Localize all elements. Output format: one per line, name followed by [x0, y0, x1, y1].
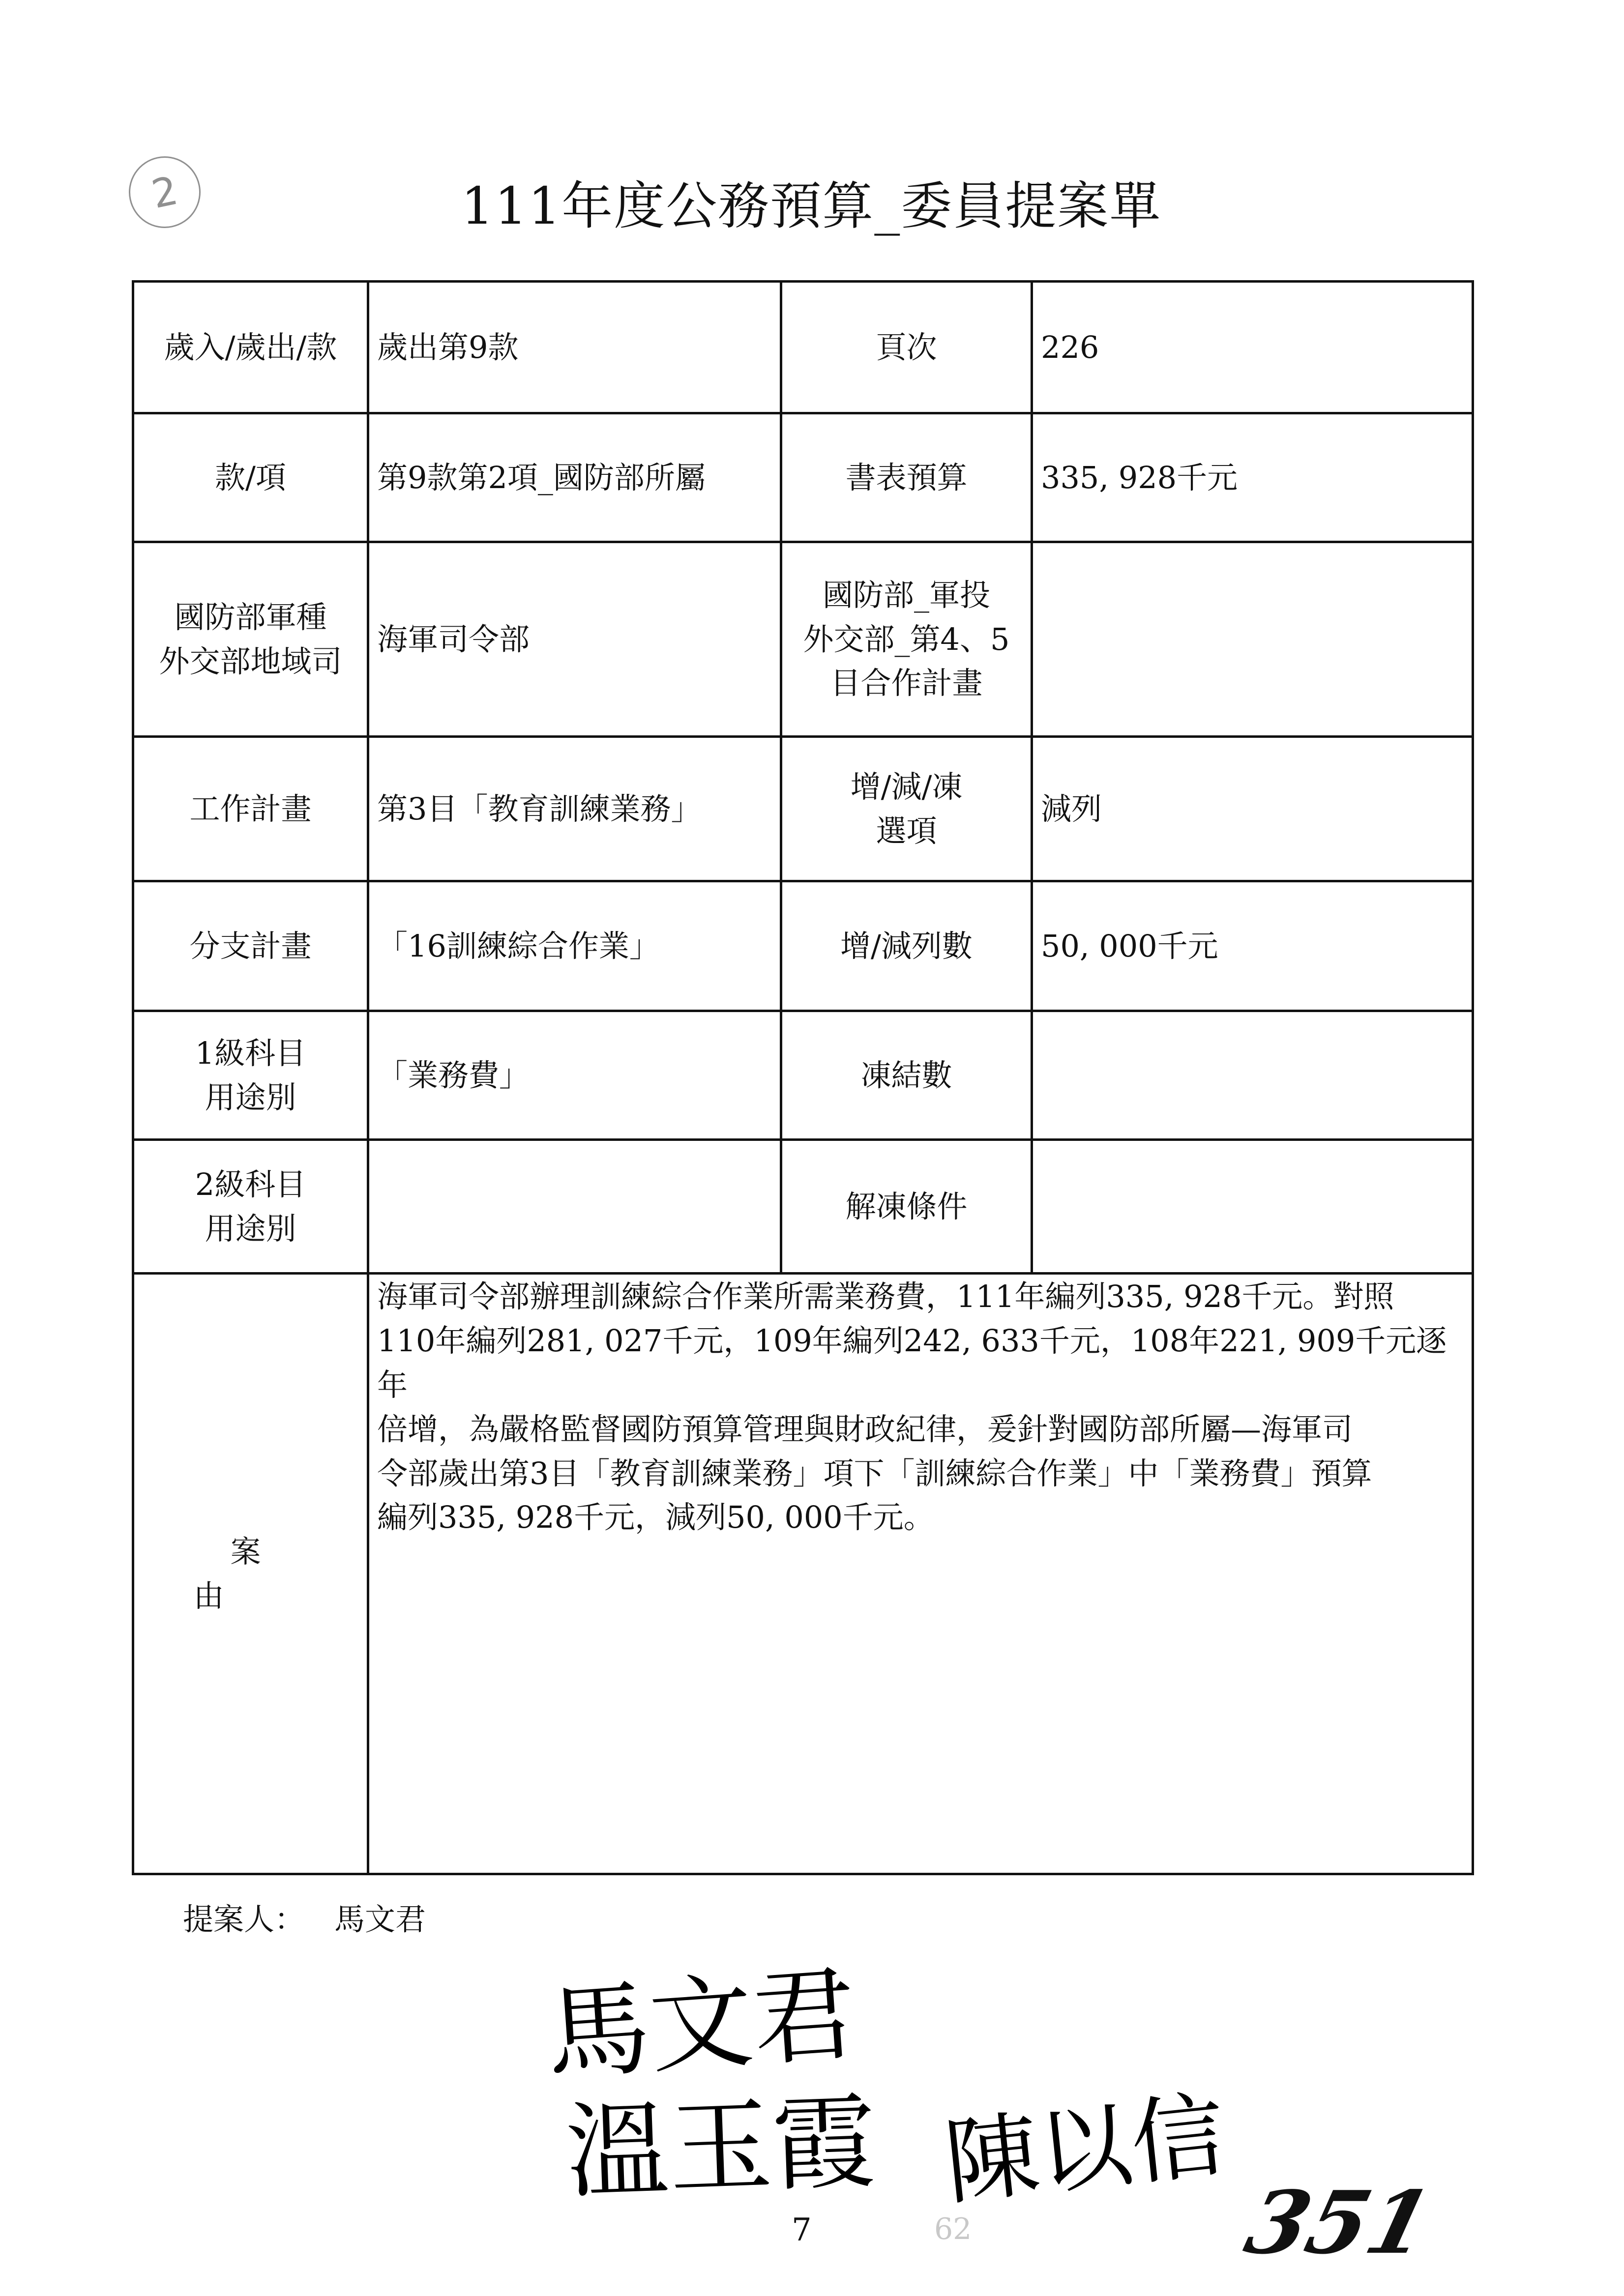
field-value: 歲出第9款 [368, 282, 781, 413]
field-label: 書表預算 [781, 413, 1032, 542]
proposer-label: 提案人： [183, 1901, 305, 1937]
field-value: 226 [1032, 282, 1473, 413]
form-row [133, 737, 1473, 881]
field-value: 335, 928千元 [1032, 413, 1473, 542]
form-row [133, 413, 1473, 542]
signature-1: 馬文君 [542, 1953, 860, 2095]
field-label: 款/項 [133, 413, 368, 542]
field-label: 2級科目 用途別 [133, 1140, 368, 1274]
signature-3: 陳以信 [940, 2080, 1230, 2218]
field-value [1032, 542, 1473, 737]
field-label: 分支計畫 [133, 881, 368, 1011]
field-value: 第3目「教育訓練業務」 [368, 737, 781, 881]
field-value [1032, 1140, 1473, 1274]
field-label: 1級科目 用途別 [133, 1011, 368, 1140]
form-row [133, 881, 1473, 1011]
form-row [133, 1140, 1473, 1274]
field-label: 增/減列數 [781, 881, 1032, 1011]
field-value: 50, 000千元 [1032, 881, 1473, 1011]
faint-page-mark: 62 [934, 2212, 972, 2246]
field-label: 凍結數 [781, 1011, 1032, 1140]
field-value: 第9款第2項_國防部所屬 [368, 413, 781, 542]
margin-number-mark: 2 [122, 149, 207, 234]
reason-label: 案由 [133, 1274, 368, 1874]
page-number: 7 [792, 2212, 812, 2248]
proposer-name: 馬文君 [334, 1901, 426, 1937]
page-title: 111年度公務預算_委員提案單 [461, 176, 1162, 236]
field-value: 減列 [1032, 737, 1473, 881]
field-value [368, 1140, 781, 1274]
signature-2: 溫玉霞 [563, 2082, 878, 2213]
field-label: 國防部_軍投 外交部_第4、5 目合作計畫 [781, 542, 1032, 737]
field-label: 歲入/歲出/款 [133, 282, 368, 413]
field-label: 工作計畫 [133, 737, 368, 881]
proposal-form-table [132, 280, 1474, 1875]
handwritten-number: 351 [1236, 2173, 1441, 2273]
form-row [133, 282, 1473, 413]
field-value: 「16訓練綜合作業」 [368, 881, 781, 1011]
field-value [1032, 1011, 1473, 1140]
field-label: 頁次 [781, 282, 1032, 413]
field-value: 「業務費」 [368, 1011, 781, 1140]
reason-row [133, 1274, 1473, 1874]
reason-text: 海軍司令部辦理訓練綜合作業所需業務費，111年編列335, 928千元。對照 110年編列281, 027千元，109年編列242, 633千元，108年221, 909千元逐年 倍增，為嚴格監督國防預算管理與財政紀律，爰針對國防部所屬—海軍司 令部歲出第3目「教育訓練業務」項下「訓練綜合作業」中「業務費」預算 編列335, 928千元，減列50, 000千元。 [368, 1274, 1473, 1874]
field-label: 增/減/凍 選項 [781, 737, 1032, 881]
field-label: 解凍條件 [781, 1140, 1032, 1274]
field-value: 海軍司令部 [368, 542, 781, 737]
form-row [133, 1011, 1473, 1140]
form-row [133, 542, 1473, 737]
field-label: 國防部軍種 外交部地域司 [133, 542, 368, 737]
